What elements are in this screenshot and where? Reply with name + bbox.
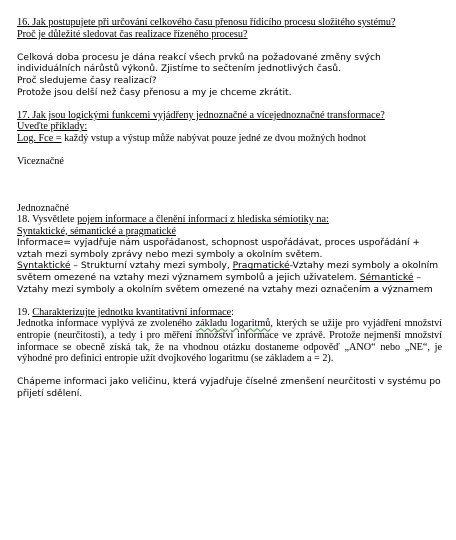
q19-paragraph-2: Chápeme informaci jako veličinu, která vyjadřuje číselné zmenšení neurčitosti v systému po přijetí sdělení. [17, 376, 441, 399]
q17-log-fce: Log. Fce = každý vstup a výstup může nabývat pouze jedné ze dvou možných hodnot [17, 132, 366, 144]
q19-paragraph-1: Jednotka informace vyplývá ze zvoleného základu logaritmů, kterých se užije pro vyjádření množství entropie (neurčitosti), a tedy i pro měření množství informace ve zprávě. Protože nejmenší množství informace se obecně získá tak, že na vhodnou otázku dostaneme odpověď „ANO“ nebo „NE“, je výhodné pro definici entropie užít dvojkového logaritmu (se základem a = 2). [17, 318, 443, 365]
q18-categories: Syntaktické – Strukturní vztahy mezi symboly, Pragmatické-Vztahy mezi symboly a okolním světem omezené na vztahy mezi významem symbolů a jejich uživatelem. Sémantické – Vztahy mezi symboly a okolním světem omezené na vztahy mezi označením a významem [17, 260, 439, 295]
q17-heading-line1: 17. Jak jsou logickými funkcemi vyjádřeny jednoznačné a vícejednoznačné transformace? [17, 109, 385, 121]
q16-heading-line2: Proč je důležité sledovat čas realizace řízeného procesu? [17, 28, 248, 40]
q16-answer-1: Celková doba procesu je dána reakcí všech prvků na požadované změny svých individuálních nárůstů výkonů. Zjistíme to sečtením jednotlivých časů. [17, 51, 381, 75]
q19-heading: 19. Charakterizujte jednotku kvantitativní informace: [17, 306, 234, 318]
q17-viceznacne: Viceznačné [17, 156, 64, 168]
q16-answer-3: Protože jsou delší než časy přenosu a my je chceme zkrátit. [17, 86, 292, 98]
q16-heading-line1: 16. Jak postupujete při určování celkového času přenosu řídicího procesu složitého systému? [17, 17, 396, 28]
q16-answer-2: Proč sledujeme časy realizací? [17, 74, 157, 86]
q17-jednoznacne: Jednoznačné [17, 202, 70, 214]
q17-heading-line2: Uveďte příklady: [17, 121, 88, 133]
q18-heading: 18. Vysvětlete pojem informace a členění informací z hlediska sémiotiky na: [17, 214, 329, 226]
q18-definition: Informace= vyjadřuje nám uspořádanost, schopnost uspořádávat, proces uspořádání + vztah mezi symboly zprávy nebo mezi symboly a okolním světem. [17, 237, 421, 260]
q18-types: Syntaktické, sémantické a pragmatické [17, 225, 176, 237]
